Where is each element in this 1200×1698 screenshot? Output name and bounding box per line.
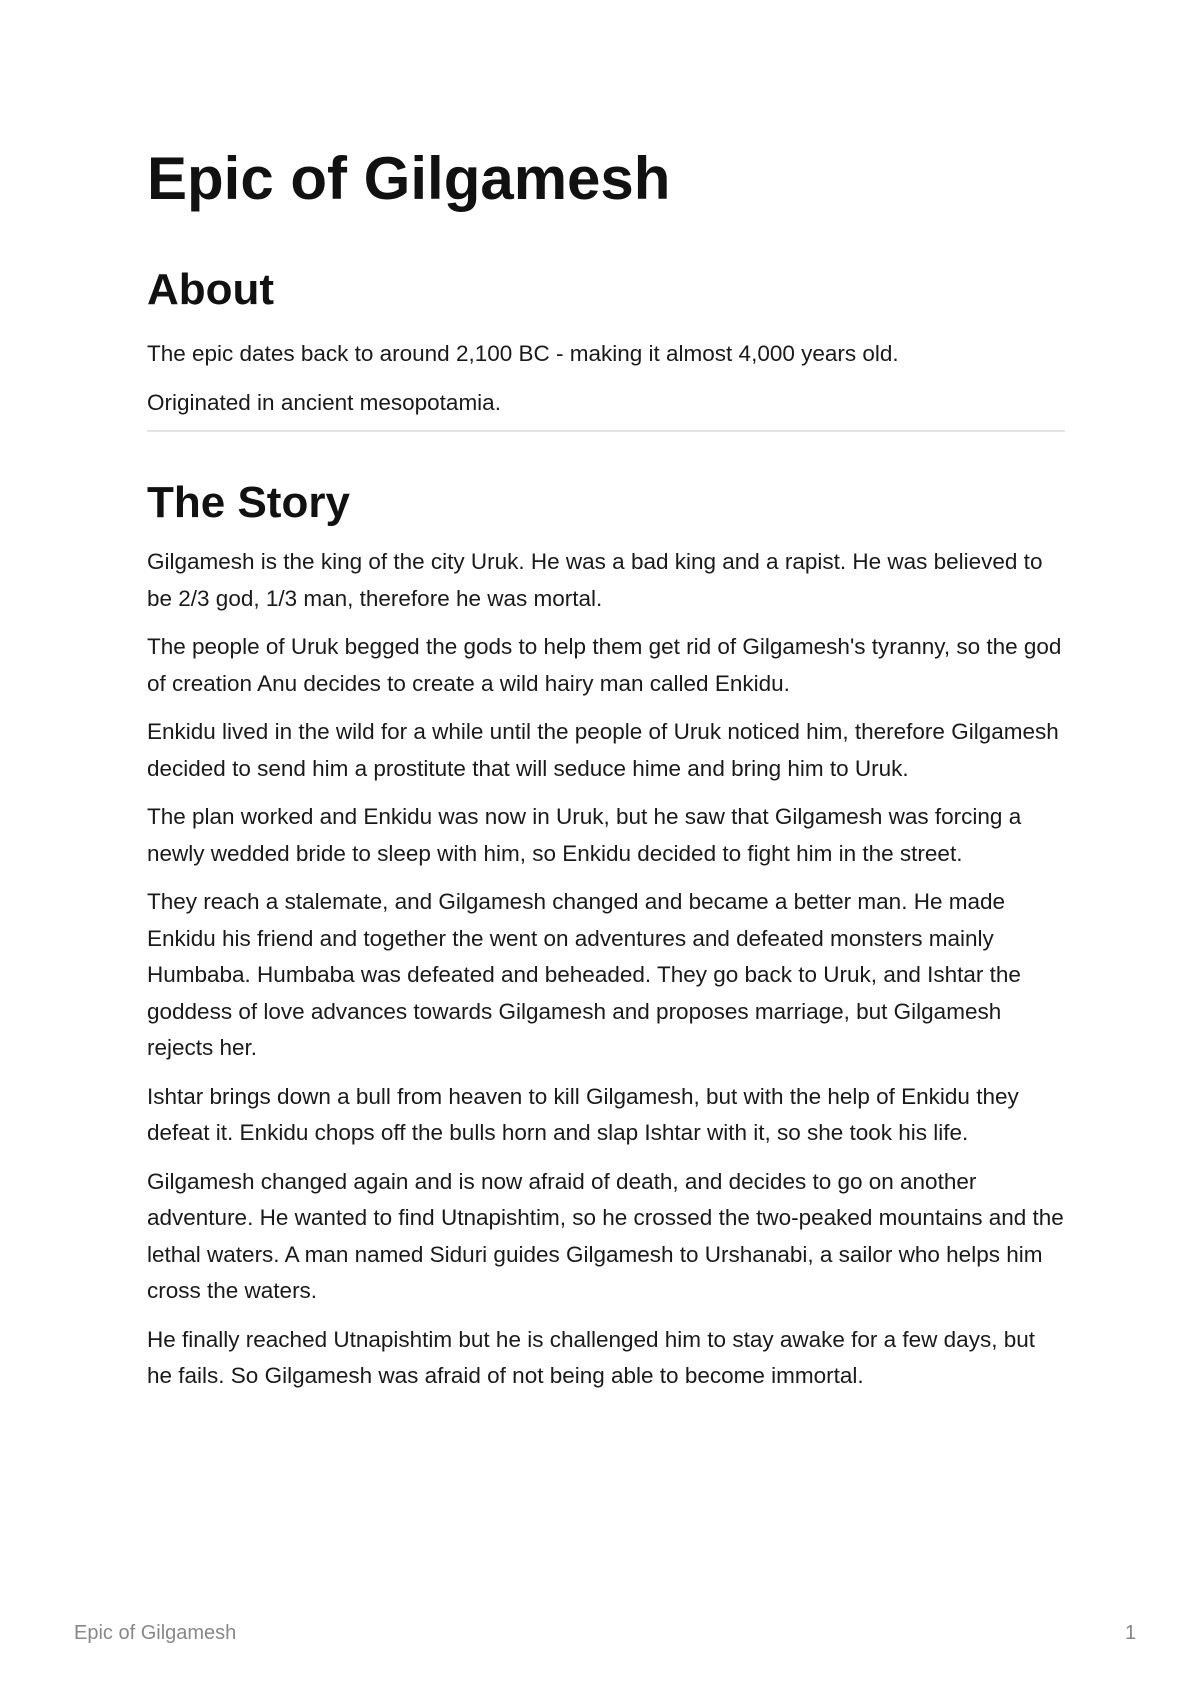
paragraph: Originated in ancient mesopotamia. [147, 389, 501, 415]
section-heading-about: About [147, 265, 275, 314]
footer-page-number: 1 [1125, 1622, 1137, 1644]
document-title: Epic of Gilgamesh [147, 145, 671, 212]
section-heading-story: The Story [147, 478, 350, 527]
paragraph: Ishtar brings down a bull from heaven to kill Gilgamesh, but with the help of Enkidu they defeat it. Enkidu chops off the bulls horn and slap Ishtar with it, so she took his life. [147, 1083, 1019, 1145]
paragraph: They reach a stalemate, and Gilgamesh changed and became a better man. He made Enkidu his friend and together the went on adventures and defeated monsters mainly Humbaba. Humbaba was defeated and beheaded. They go back to Uruk, and Ishtar the goddess of love advances towards Gilgamesh and proposes marriage, but Gilgamesh rejects her. [147, 889, 1021, 1060]
horizontal-divider [147, 430, 1065, 432]
paragraph: He finally reached Utnapishtim but he is challenged him to stay awake for a few days, but he fails. So Gilgamesh was afraid of not being able to become immortal. [147, 1326, 1035, 1388]
paragraph: The people of Uruk begged the gods to help them get rid of Gilgamesh's tyranny, so the god of creation Anu decides to create a wild hairy man called Enkidu. [147, 634, 1062, 696]
paragraph: The epic dates back to around 2,100 BC - making it almost 4,000 years old. [147, 341, 899, 366]
section-story-body [147, 544, 1065, 1407]
paragraph: Gilgamesh changed again and is now afraid of death, and decides to go on another adventure. He wanted to find Utnapishtim, so he crossed the two-peaked mountains and the lethal waters. A man named Siduri guides Gilgamesh to Urshanabi, a sailor who helps him cross the waters. [147, 1168, 1064, 1303]
section-about-body [147, 336, 1065, 433]
paragraph: Gilgamesh is the king of the city Uruk. He was a bad king and a rapist. He was believed to be 2/3 god, 1/3 man, therefore he was mortal. [147, 549, 1043, 611]
footer-document-title: Epic of Gilgamesh [74, 1622, 237, 1644]
paragraph: The plan worked and Enkidu was now in Uruk, but he saw that Gilgamesh was forcing a newly wedded bride to sleep with him, so Enkidu decided to fight him in the street. [147, 804, 1022, 866]
paragraph: Enkidu lived in the wild for a while until the people of Uruk noticed him, therefore Gilgamesh decided to send him a prostitute that will seduce hime and bring him to Uruk. [147, 719, 1059, 781]
